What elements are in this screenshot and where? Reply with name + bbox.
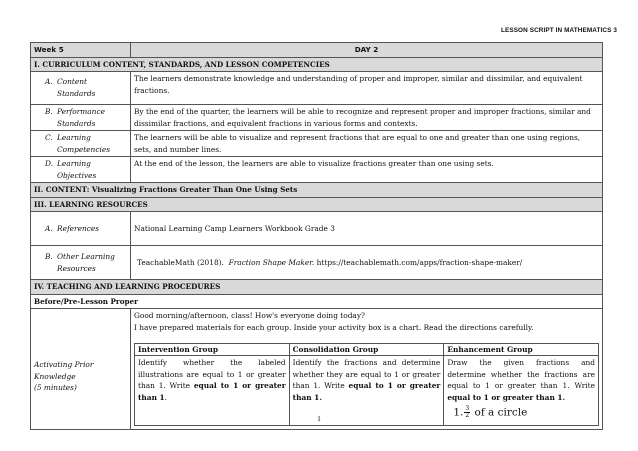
row-tag: A. — [45, 77, 53, 86]
consolidation-group-heading: Consolidation Group — [289, 344, 444, 356]
learning-competencies-row — [31, 131, 603, 157]
label-line-1: Activating Prior — [34, 360, 94, 370]
content-standards-row — [31, 72, 603, 105]
label-line-1: Other Learning — [57, 252, 115, 261]
label-line-2: Competencies — [57, 144, 110, 154]
task-text: Identify whether the labeled illustrations are equal to 1 or greater than 1. Write — [138, 358, 286, 390]
enhancement-group-heading: Enhancement Group — [444, 344, 599, 356]
content-standards-label — [31, 72, 131, 105]
phase-title: Before/Pre-Lesson Proper — [31, 294, 603, 309]
label-line-1: Learning — [57, 133, 91, 142]
section-2-heading-row — [31, 183, 603, 198]
task-tail: . — [164, 392, 168, 402]
resource-title: Fraction Shape Maker. — [228, 257, 315, 267]
label-line-1: Learning — [57, 159, 91, 168]
performance-standards-label — [31, 105, 131, 131]
section-1-title: I. CURRICULUM CONTENT, STANDARDS, AND LESSON COMPETENCIES — [31, 57, 603, 72]
resource-url: https://teachablemath.com/apps/fraction-shape-maker/ — [316, 257, 523, 267]
other-resources-text — [131, 246, 603, 280]
page-number: 1 — [317, 414, 321, 423]
resource-author: TeachableMath (2018). — [137, 257, 224, 267]
activating-prior-knowledge-row — [31, 309, 603, 430]
groups-header-row — [135, 344, 599, 356]
references-row — [31, 212, 603, 246]
label-line-2: Knowledge — [34, 371, 76, 381]
label-line-1: Content — [57, 77, 87, 86]
lesson-script-table — [30, 42, 603, 430]
content-standards-text: The learners demonstrate knowledge and understanding of proper and improper, similar and dissimilar, and equivalent fractions. — [131, 72, 603, 105]
week-day-header-row — [31, 43, 603, 58]
task-bold: equal to 1 or greater than 1. — [447, 392, 566, 402]
label-line-2: Resources — [57, 263, 96, 273]
task-bold: equal to 1 or greater than 1. — [292, 381, 441, 402]
performance-standards-text: By the end of the quarter, the learners will be able to recognize and represent proper and improper fractions, similar and dissimilar fractions, and equivalent fractions in various forms and contexts. — [131, 105, 603, 131]
task-bold: equal to 1 or greater than 1 — [138, 381, 286, 402]
activity-greeting: Good morning/afternoon, class! How's everyone doing today? — [134, 311, 365, 320]
section-3-title: III. LEARNING RESOURCES — [31, 197, 603, 212]
example-index: 1. — [453, 406, 464, 419]
row-tag: C. — [45, 133, 53, 142]
example-suffix: of a circle — [474, 406, 528, 419]
section-2-title: II. CONTENT: Visualizing Fractions Greater Than One Using Sets — [31, 183, 603, 198]
section-4-title: IV. TEACHING AND LEARNING PROCEDURES — [31, 280, 603, 295]
label-line-2: Standards — [57, 88, 96, 98]
intervention-group-heading: Intervention Group — [135, 344, 290, 356]
other-resources-row — [31, 246, 603, 280]
row-tag: A. — [45, 223, 53, 233]
day-label: DAY 2 — [131, 43, 603, 58]
label-line-2: Standards — [57, 118, 96, 128]
row-tag: B. — [45, 252, 53, 261]
label-line-3: (5 minutes) — [34, 383, 77, 393]
references-text: National Learning Camp Learners Workbook Grade 3 — [131, 212, 603, 246]
week-label: Week 5 — [31, 43, 131, 58]
learning-objectives-label — [31, 157, 131, 183]
task-text: Identify the fractions and determine whether they are equal to 1 or greater than 1. Write — [292, 358, 441, 390]
running-head: LESSON SCRIPT IN MATHEMATICS 3 — [500, 27, 617, 34]
label-line-1: Performance — [57, 107, 105, 116]
references-label — [31, 212, 131, 246]
section-1-heading-row — [31, 57, 603, 72]
other-resources-label — [31, 246, 131, 280]
section-4-heading-row — [31, 280, 603, 295]
learning-objectives-row — [31, 157, 603, 183]
activity-content — [131, 309, 603, 430]
row-tag: D. — [45, 159, 54, 168]
task-text: Draw the given fractions and determine whether the fractions are equal to 1 or greater than 1. Write — [447, 358, 595, 390]
references-label-text: References — [57, 223, 100, 233]
activating-prior-knowledge-label — [31, 309, 131, 430]
fraction-numerator: 3 — [465, 405, 470, 412]
row-tag: B. — [45, 107, 53, 116]
fraction-denominator: 2 — [465, 412, 470, 419]
learning-competencies-label — [31, 131, 131, 157]
phase-row — [31, 294, 603, 309]
section-3-heading-row — [31, 197, 603, 212]
performance-standards-row — [31, 105, 603, 131]
activity-directions: I have prepared materials for each group. Inside your activity box is a chart. Read the directions carefully. — [134, 322, 534, 332]
learning-competencies-text: The learners will be able to visualize and represent fractions that are equal to one and greater than one using regions, sets, and number lines. — [131, 131, 603, 157]
label-line-2: Objectives — [57, 170, 97, 180]
learning-objectives-text: At the end of the lesson, the learners are able to visualize fractions greater than one using sets. — [131, 157, 603, 183]
